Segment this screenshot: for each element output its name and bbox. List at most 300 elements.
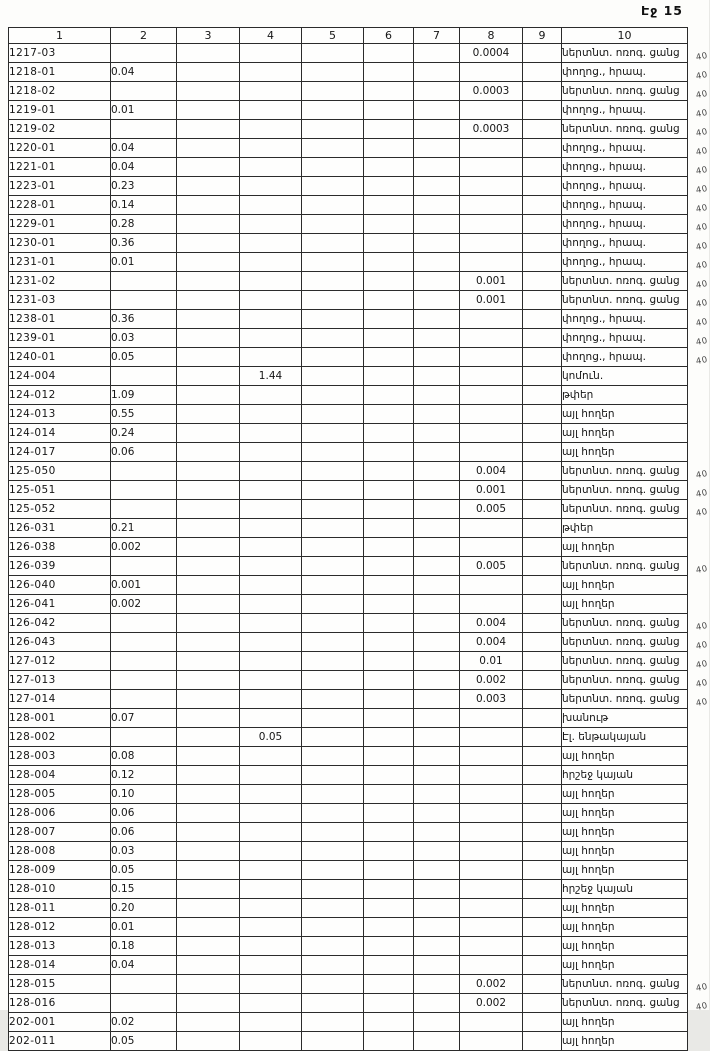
parcel-code-cell: 126-043	[9, 633, 111, 652]
table-row	[9, 975, 688, 994]
value-cell	[414, 728, 460, 747]
land-use-label-cell: փողոց., հրապ. 40	[562, 310, 688, 329]
value-cell: 0.01	[111, 918, 177, 937]
value-cell	[414, 1032, 460, 1051]
table-row	[9, 120, 688, 139]
value-cell	[302, 101, 364, 120]
column-header: 2	[111, 28, 177, 44]
value-cell	[414, 310, 460, 329]
value-cell	[364, 557, 414, 576]
value-cell	[364, 215, 414, 234]
value-cell	[523, 937, 562, 956]
value-cell	[302, 880, 364, 899]
table-row	[9, 329, 688, 348]
value-cell: 0.01	[111, 253, 177, 272]
value-cell	[302, 234, 364, 253]
value-cell: 0.004	[460, 462, 523, 481]
land-use-label-cell: այլ հողեր	[562, 538, 688, 557]
parcel-code-cell: 128-011	[9, 899, 111, 918]
value-cell	[240, 177, 302, 196]
value-cell	[177, 519, 240, 538]
value-cell	[364, 804, 414, 823]
value-cell	[302, 329, 364, 348]
value-cell: 1.09	[111, 386, 177, 405]
parcel-code-cell: 1240-01	[9, 348, 111, 367]
land-use-label-cell: փողոց., հրապ. 40	[562, 234, 688, 253]
value-cell: 0.07	[111, 709, 177, 728]
table-row	[9, 823, 688, 842]
value-cell	[302, 272, 364, 291]
value-cell	[177, 329, 240, 348]
parcel-code-cell: 128-016	[9, 994, 111, 1013]
value-cell: 0.03	[111, 329, 177, 348]
value-cell: 0.08	[111, 747, 177, 766]
parcel-code-cell: 1231-01	[9, 253, 111, 272]
value-cell	[364, 310, 414, 329]
value-cell	[302, 177, 364, 196]
value-cell	[111, 120, 177, 139]
value-cell: 0.21	[111, 519, 177, 538]
parcel-code-cell: 124-014	[9, 424, 111, 443]
value-cell	[302, 291, 364, 310]
value-cell	[414, 804, 460, 823]
land-use-label-cell: այլ հողեր	[562, 405, 688, 424]
value-cell	[364, 842, 414, 861]
value-cell	[177, 405, 240, 424]
value-cell: 0.36	[111, 234, 177, 253]
value-cell: 0.05	[111, 1032, 177, 1051]
value-cell	[414, 633, 460, 652]
value-cell	[460, 253, 523, 272]
value-cell	[523, 158, 562, 177]
parcel-code-cell: 128-008	[9, 842, 111, 861]
land-use-label-cell: փողոց., հրապ. 40	[562, 139, 688, 158]
table-row	[9, 196, 688, 215]
value-cell	[240, 994, 302, 1013]
parcel-code-cell: 126-039	[9, 557, 111, 576]
value-cell	[177, 861, 240, 880]
value-cell	[460, 519, 523, 538]
value-cell	[177, 443, 240, 462]
value-cell	[460, 158, 523, 177]
land-use-label-cell: հրշեջ կայան	[562, 880, 688, 899]
value-cell	[302, 557, 364, 576]
parcel-code-cell: 126-041	[9, 595, 111, 614]
value-cell	[414, 215, 460, 234]
parcel-code-cell: 124-017	[9, 443, 111, 462]
value-cell	[177, 918, 240, 937]
value-cell	[414, 44, 460, 63]
value-cell: 0.004	[460, 633, 523, 652]
value-cell	[364, 120, 414, 139]
value-cell: 0.18	[111, 937, 177, 956]
land-use-label-cell: ներտնտ. ոռոգ. ցանց 40	[562, 690, 688, 709]
value-cell	[302, 937, 364, 956]
value-cell	[240, 234, 302, 253]
land-use-label-cell: այլ հողեր	[562, 443, 688, 462]
table-row	[9, 709, 688, 728]
value-cell	[240, 253, 302, 272]
value-cell	[364, 405, 414, 424]
land-use-label-cell: այլ հողեր	[562, 937, 688, 956]
value-cell	[523, 253, 562, 272]
value-cell	[177, 823, 240, 842]
value-cell	[364, 367, 414, 386]
value-cell	[523, 519, 562, 538]
parcel-code-cell: 128-002	[9, 728, 111, 747]
parcel-code-cell: 128-004	[9, 766, 111, 785]
value-cell	[240, 462, 302, 481]
land-use-label-cell: այլ հողեր	[562, 1013, 688, 1032]
table-row	[9, 633, 688, 652]
value-cell	[364, 348, 414, 367]
value-cell	[177, 367, 240, 386]
value-cell: 0.0003	[460, 82, 523, 101]
value-cell	[460, 918, 523, 937]
margin-annotation: 40	[695, 50, 709, 64]
margin-annotation: 40	[695, 658, 709, 672]
value-cell	[177, 177, 240, 196]
value-cell	[364, 424, 414, 443]
parcel-code-cell: 1231-03	[9, 291, 111, 310]
value-cell: 0.06	[111, 443, 177, 462]
value-cell	[302, 785, 364, 804]
value-cell	[414, 386, 460, 405]
value-cell: 0.005	[460, 500, 523, 519]
value-cell	[460, 386, 523, 405]
value-cell	[414, 329, 460, 348]
parcel-code-cell: 202-011	[9, 1032, 111, 1051]
value-cell	[177, 766, 240, 785]
value-cell	[364, 633, 414, 652]
value-cell	[523, 272, 562, 291]
value-cell	[240, 1032, 302, 1051]
value-cell	[523, 538, 562, 557]
margin-annotation: 40	[695, 183, 709, 197]
value-cell	[364, 823, 414, 842]
value-cell	[364, 253, 414, 272]
land-use-label-cell: ներտնտ. ոռոգ. ցանց 40	[562, 633, 688, 652]
value-cell	[364, 595, 414, 614]
parcel-code-cell: 1231-02	[9, 272, 111, 291]
value-cell	[177, 462, 240, 481]
table-row	[9, 82, 688, 101]
value-cell	[302, 519, 364, 538]
margin-annotation: 40	[695, 164, 709, 178]
value-cell: 0.003	[460, 690, 523, 709]
margin-annotation: 40	[695, 354, 709, 368]
value-cell	[414, 1013, 460, 1032]
value-cell	[523, 481, 562, 500]
value-cell	[460, 861, 523, 880]
value-cell: 0.04	[111, 158, 177, 177]
table-row	[9, 804, 688, 823]
parcel-code-cell: 127-014	[9, 690, 111, 709]
parcel-code-cell: 128-009	[9, 861, 111, 880]
value-cell: 0.002	[460, 994, 523, 1013]
value-cell	[460, 576, 523, 595]
land-use-label-cell: Էլ. ենթակայան	[562, 728, 688, 747]
value-cell	[302, 1013, 364, 1032]
value-cell	[302, 481, 364, 500]
land-use-label-cell: փողոց., հրապ. 40	[562, 329, 688, 348]
value-cell: 1.44	[240, 367, 302, 386]
value-cell	[414, 139, 460, 158]
value-cell	[240, 44, 302, 63]
value-cell	[111, 652, 177, 671]
value-cell	[240, 139, 302, 158]
land-use-label-cell: ներտնտ. ոռոգ. ցանց 40	[562, 557, 688, 576]
value-cell	[302, 158, 364, 177]
value-cell	[302, 595, 364, 614]
value-cell	[177, 690, 240, 709]
parcel-code-cell: 128-010	[9, 880, 111, 899]
land-use-label-cell: այլ հողեր	[562, 747, 688, 766]
value-cell	[240, 975, 302, 994]
value-cell	[523, 823, 562, 842]
value-cell: 0.002	[460, 671, 523, 690]
value-cell	[414, 861, 460, 880]
land-use-label-cell: ներտնտ. ոռոգ. ցանց 40	[562, 975, 688, 994]
value-cell	[523, 82, 562, 101]
value-cell	[460, 766, 523, 785]
value-cell	[177, 158, 240, 177]
value-cell	[302, 652, 364, 671]
table-row	[9, 880, 688, 899]
value-cell	[414, 994, 460, 1013]
land-use-label-cell: ներտնտ. ոռոգ. ցանց 40	[562, 82, 688, 101]
value-cell	[240, 652, 302, 671]
value-cell	[523, 63, 562, 82]
value-cell	[177, 234, 240, 253]
value-cell	[414, 842, 460, 861]
value-cell	[240, 82, 302, 101]
value-cell	[302, 899, 364, 918]
value-cell	[523, 747, 562, 766]
value-cell	[460, 348, 523, 367]
value-cell	[240, 633, 302, 652]
parcel-code-cell: 128-007	[9, 823, 111, 842]
value-cell	[460, 63, 523, 82]
table-row	[9, 785, 688, 804]
value-cell	[460, 823, 523, 842]
value-cell	[414, 500, 460, 519]
land-use-label-cell: ներտնտ. ոռոգ. ցանց 40	[562, 652, 688, 671]
value-cell	[240, 291, 302, 310]
value-cell	[523, 101, 562, 120]
value-cell	[302, 63, 364, 82]
value-cell	[364, 386, 414, 405]
value-cell	[523, 196, 562, 215]
value-cell	[177, 1032, 240, 1051]
value-cell	[414, 880, 460, 899]
value-cell	[523, 44, 562, 63]
value-cell	[523, 785, 562, 804]
parcel-code-cell: 126-040	[9, 576, 111, 595]
value-cell	[302, 310, 364, 329]
parcel-code-cell: 1220-01	[9, 139, 111, 158]
value-cell	[111, 728, 177, 747]
margin-annotation: 40	[695, 297, 709, 311]
margin-annotation: 40	[695, 107, 709, 121]
value-cell: 0.10	[111, 785, 177, 804]
value-cell	[111, 44, 177, 63]
value-cell	[240, 861, 302, 880]
value-cell	[240, 538, 302, 557]
table-row	[9, 481, 688, 500]
value-cell	[177, 139, 240, 158]
value-cell	[177, 671, 240, 690]
value-cell	[414, 234, 460, 253]
value-cell	[240, 747, 302, 766]
table-row	[9, 101, 688, 120]
margin-annotation: 40	[695, 639, 709, 653]
table-row	[9, 63, 688, 82]
parcel-code-cell: 1223-01	[9, 177, 111, 196]
value-cell	[177, 120, 240, 139]
value-cell: 0.05	[111, 348, 177, 367]
value-cell	[302, 861, 364, 880]
value-cell	[177, 253, 240, 272]
value-cell: 0.004	[460, 614, 523, 633]
value-cell: 0.55	[111, 405, 177, 424]
table-row	[9, 1013, 688, 1032]
value-cell	[177, 63, 240, 82]
value-cell	[177, 937, 240, 956]
value-cell	[111, 272, 177, 291]
value-cell	[177, 1013, 240, 1032]
margin-annotation: 40	[695, 316, 709, 330]
value-cell	[523, 804, 562, 823]
value-cell	[460, 443, 523, 462]
table-header-row	[9, 28, 688, 44]
value-cell	[302, 842, 364, 861]
value-cell	[364, 728, 414, 747]
value-cell	[177, 481, 240, 500]
value-cell	[364, 177, 414, 196]
table-row	[9, 462, 688, 481]
page-number-label: Էջ 15	[640, 3, 683, 18]
value-cell	[240, 158, 302, 177]
value-cell	[523, 709, 562, 728]
value-cell	[177, 842, 240, 861]
value-cell	[523, 443, 562, 462]
value-cell	[240, 766, 302, 785]
land-use-label-cell: այլ հողեր	[562, 861, 688, 880]
value-cell	[414, 405, 460, 424]
value-cell	[414, 557, 460, 576]
value-cell	[177, 956, 240, 975]
value-cell	[414, 823, 460, 842]
table-row	[9, 538, 688, 557]
value-cell	[523, 994, 562, 1013]
value-cell	[111, 975, 177, 994]
value-cell	[302, 671, 364, 690]
value-cell	[523, 918, 562, 937]
table-row	[9, 44, 688, 63]
column-header: 6	[364, 28, 414, 44]
value-cell	[414, 158, 460, 177]
table-row	[9, 918, 688, 937]
value-cell	[364, 158, 414, 177]
land-use-label-cell: այլ հողեր	[562, 804, 688, 823]
margin-annotation: 40	[695, 620, 709, 634]
value-cell	[177, 386, 240, 405]
value-cell: 0.01	[460, 652, 523, 671]
value-cell	[111, 994, 177, 1013]
value-cell	[523, 766, 562, 785]
margin-annotation: 40	[695, 1000, 709, 1014]
value-cell	[414, 120, 460, 139]
value-cell	[240, 272, 302, 291]
value-cell	[414, 766, 460, 785]
value-cell	[364, 766, 414, 785]
land-use-label-cell: այլ հողեր	[562, 823, 688, 842]
value-cell	[523, 234, 562, 253]
value-cell	[414, 785, 460, 804]
value-cell	[364, 291, 414, 310]
value-cell	[414, 101, 460, 120]
land-use-label-cell: ներտնտ. ոռոգ. ցանց 40	[562, 614, 688, 633]
value-cell	[523, 367, 562, 386]
table-row	[9, 519, 688, 538]
table-row	[9, 1032, 688, 1051]
value-cell	[460, 215, 523, 234]
table-row	[9, 291, 688, 310]
parcel-code-cell: 202-001	[9, 1013, 111, 1032]
value-cell	[177, 975, 240, 994]
value-cell	[177, 576, 240, 595]
value-cell	[523, 652, 562, 671]
value-cell	[302, 196, 364, 215]
value-cell	[460, 329, 523, 348]
value-cell	[414, 975, 460, 994]
value-cell	[302, 139, 364, 158]
value-cell	[364, 481, 414, 500]
margin-annotation: 40	[695, 335, 709, 349]
land-use-label-cell: փողոց., հրապ. 40	[562, 158, 688, 177]
value-cell	[240, 101, 302, 120]
margin-annotation: 40	[695, 468, 709, 482]
value-cell	[240, 614, 302, 633]
margin-annotation: 40	[695, 506, 709, 520]
value-cell	[414, 519, 460, 538]
land-use-label-cell: ներտնտ. ոռոգ. ցանց 40	[562, 44, 688, 63]
value-cell: 0.03	[111, 842, 177, 861]
column-header: 10	[562, 28, 688, 44]
value-cell	[240, 1013, 302, 1032]
value-cell	[302, 500, 364, 519]
table-row	[9, 861, 688, 880]
parcel-code-cell: 1228-01	[9, 196, 111, 215]
value-cell	[523, 329, 562, 348]
value-cell	[111, 614, 177, 633]
table-row	[9, 424, 688, 443]
value-cell	[364, 82, 414, 101]
land-use-label-cell: ներտնտ. ոռոգ. ցանց 40	[562, 671, 688, 690]
land-use-label-cell: այլ հողեր	[562, 424, 688, 443]
value-cell	[523, 614, 562, 633]
land-use-label-cell: թփեր	[562, 386, 688, 405]
value-cell	[302, 709, 364, 728]
land-use-label-cell: ներտնտ. ոռոգ. ցանց 40	[562, 272, 688, 291]
value-cell	[240, 310, 302, 329]
value-cell	[240, 576, 302, 595]
value-cell	[364, 44, 414, 63]
table-row	[9, 937, 688, 956]
table-row	[9, 576, 688, 595]
value-cell	[414, 177, 460, 196]
